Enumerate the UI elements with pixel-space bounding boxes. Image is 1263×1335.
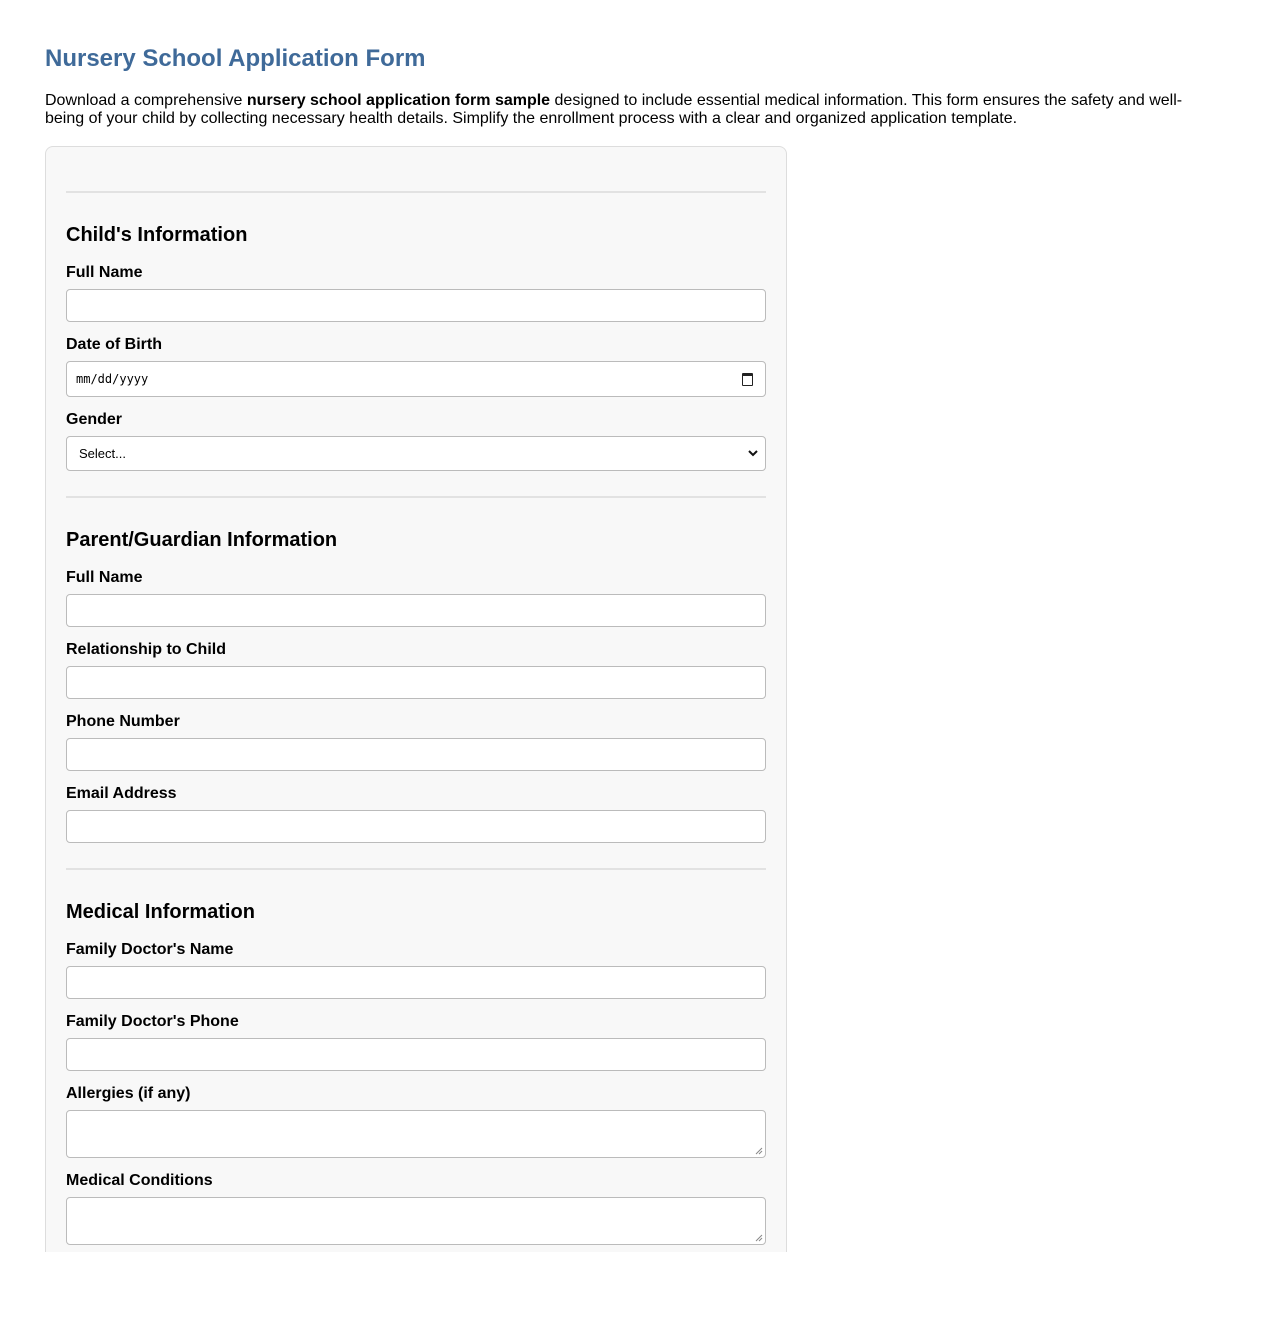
relationship-label: Relationship to Child (66, 641, 226, 658)
intro-bold: nursery school application form sample (246, 92, 551, 109)
email-label: Email Address (66, 785, 177, 802)
allergies-label: Allergies (if any) (66, 1085, 191, 1102)
phone-label: Phone Number (66, 713, 180, 730)
doctor-phone-input[interactable] (66, 1038, 766, 1071)
child-full-name-label: Full Name (66, 264, 143, 281)
relationship-input[interactable] (66, 666, 766, 699)
application-form (45, 146, 787, 1252)
doctor-name-input[interactable] (66, 966, 766, 999)
conditions-textarea[interactable] (66, 1197, 766, 1245)
parent-full-name-label: Full Name (66, 569, 143, 586)
email-input[interactable] (66, 810, 766, 843)
dob-input[interactable] (66, 361, 766, 397)
dob-placeholder: mm/dd/yyyy (76, 372, 149, 386)
resize-handle-icon[interactable] (755, 1234, 763, 1242)
divider (66, 868, 766, 870)
dob-label: Date of Birth (66, 336, 162, 353)
intro-part: designed to include essential medical information. This form ensures the safety and well-being of your child by collecting necessary health details. Simplify the enrollment process with a clear and organized application template. (45, 92, 1183, 127)
resize-handle-icon[interactable] (755, 1147, 763, 1155)
divider (66, 496, 766, 498)
doctor-name-label: Family Doctor's Name (66, 941, 234, 958)
section-title-medical: Medical Information (66, 901, 255, 923)
chevron-down-icon (747, 447, 759, 459)
gender-label: Gender (66, 411, 123, 428)
allergies-textarea[interactable] (66, 1110, 766, 1158)
divider (66, 191, 766, 193)
page-title: Nursery School Application Form (45, 45, 426, 72)
child-full-name-input[interactable] (66, 289, 766, 322)
doctor-phone-label: Family Doctor's Phone (66, 1013, 239, 1030)
phone-input[interactable] (66, 738, 766, 771)
intro-text (45, 92, 1195, 128)
gender-select[interactable] (66, 436, 766, 471)
conditions-label: Medical Conditions (66, 1172, 213, 1189)
parent-full-name-input[interactable] (66, 594, 766, 627)
gender-value: Select... (79, 446, 126, 461)
section-title-child: Child's Information (66, 224, 248, 246)
calendar-icon[interactable] (742, 373, 753, 386)
section-title-parent: Parent/Guardian Information (66, 529, 338, 551)
intro-part: Download a comprehensive (45, 92, 247, 109)
